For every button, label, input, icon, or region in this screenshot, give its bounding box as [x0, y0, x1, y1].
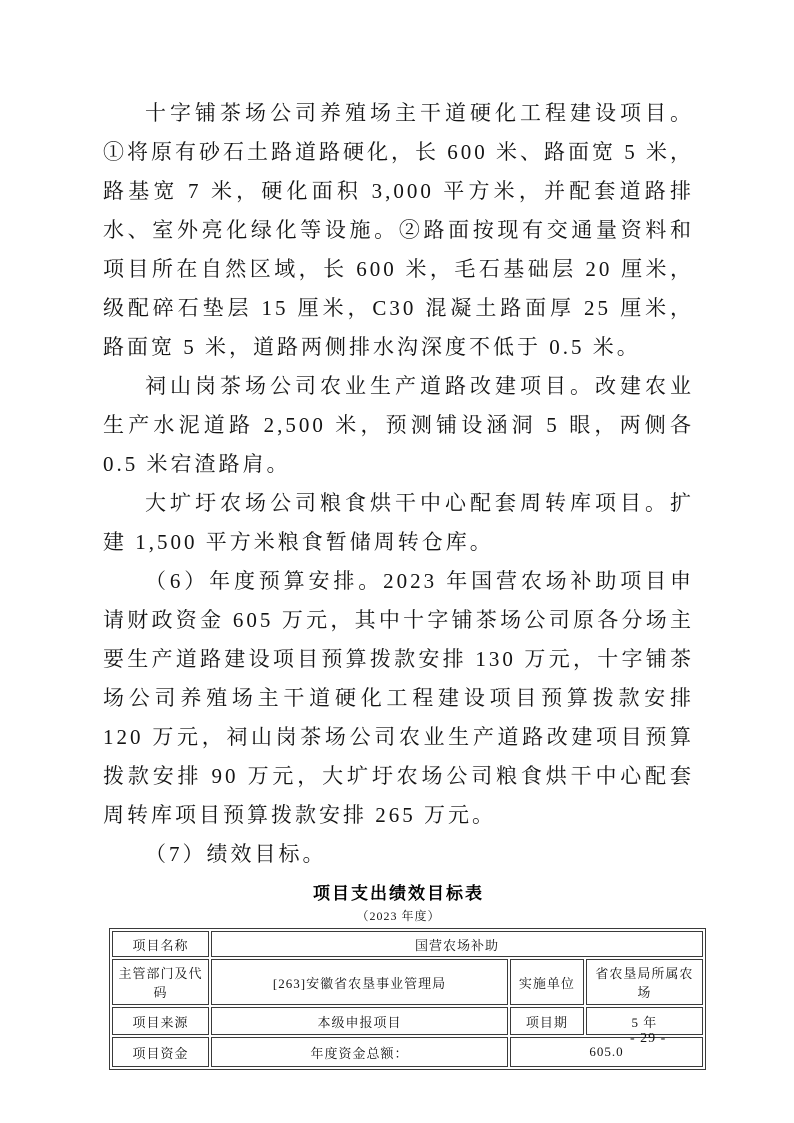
cell-department-label: 主管部门及代码	[112, 959, 209, 1005]
cell-source-value: 本级申报项目	[211, 1007, 508, 1035]
body-paragraph-5: （7）绩效目标。	[145, 842, 327, 866]
table-subtitle: （2023 年度）	[356, 909, 441, 923]
table-row-department	[112, 959, 703, 1005]
body-paragraph-4: （6）年度预算安排。2023 年国营农场补助项目申请财政资金 605 万元，其中十字铺茶场公司原各分场主要生产道路建设项目预算拨款安排 130 万元，十字铺茶场公司养殖场主干道硬化工程建设项目预算拨款安排 120 万元，祠山岗茶场公司农业生产道路改建项目预算拨款安排 90 万元，大圹圩农场公司粮食烘干中心配套周转库项目预算拨款安排 265 万元。	[103, 569, 694, 827]
table-row-project-name	[112, 931, 703, 957]
cell-project-name-label: 项目名称	[112, 931, 209, 957]
cell-source-label: 项目来源	[112, 1007, 209, 1035]
cell-annual-total-amount: 605.0	[510, 1037, 703, 1067]
cell-period-value: 5 年	[586, 1007, 703, 1035]
cell-funds-label: 项目资金	[112, 1037, 209, 1067]
cell-department-value: [263]安徽省农垦事业管理局	[211, 959, 508, 1005]
cell-period-label: 项目期	[510, 1007, 584, 1035]
performance-target-table	[109, 928, 706, 1070]
cell-annual-total-label: 年度资金总额：	[211, 1037, 508, 1067]
cell-implementing-unit-label: 实施单位	[510, 959, 584, 1005]
body-paragraph-1: 十字铺茶场公司养殖场主干道硬化工程建设项目。①将原有砂石土路道路硬化，长 600 米、路面宽 5 米，路基宽 7 米，硬化面积 3,000 平方米，并配套道路排水、室外亮化绿化等设施。②路面按现有交通量资料和项目所在自然区域，长 600 米，毛石基础层 20 厘米，级配碎石垫层 15 厘米，C30 混凝土路面厚 25 厘米，路面宽 5 米，道路两侧排水沟深度不低于 0.5 米。	[103, 101, 694, 359]
table-row-source	[112, 1007, 703, 1035]
body-paragraph-2: 祠山岗茶场公司农业生产道路改建项目。改建农业生产水泥道路 2,500 米，预测铺设涵洞 5 眼，两侧各 0.5 米宕渣路肩。	[103, 374, 694, 476]
body-paragraph-3: 大圹圩农场公司粮食烘干中心配套周转库项目。扩建 1,500 平方米粮食暂储周转仓库。	[103, 491, 694, 554]
page-number: - 29 -	[630, 1031, 667, 1046]
cell-implementing-unit-value: 省农垦局所属农场	[586, 959, 703, 1005]
table-row-funds	[112, 1037, 703, 1067]
table-title: 项目支出绩效目标表	[313, 884, 484, 903]
cell-project-name-value: 国营农场补助	[211, 931, 703, 957]
